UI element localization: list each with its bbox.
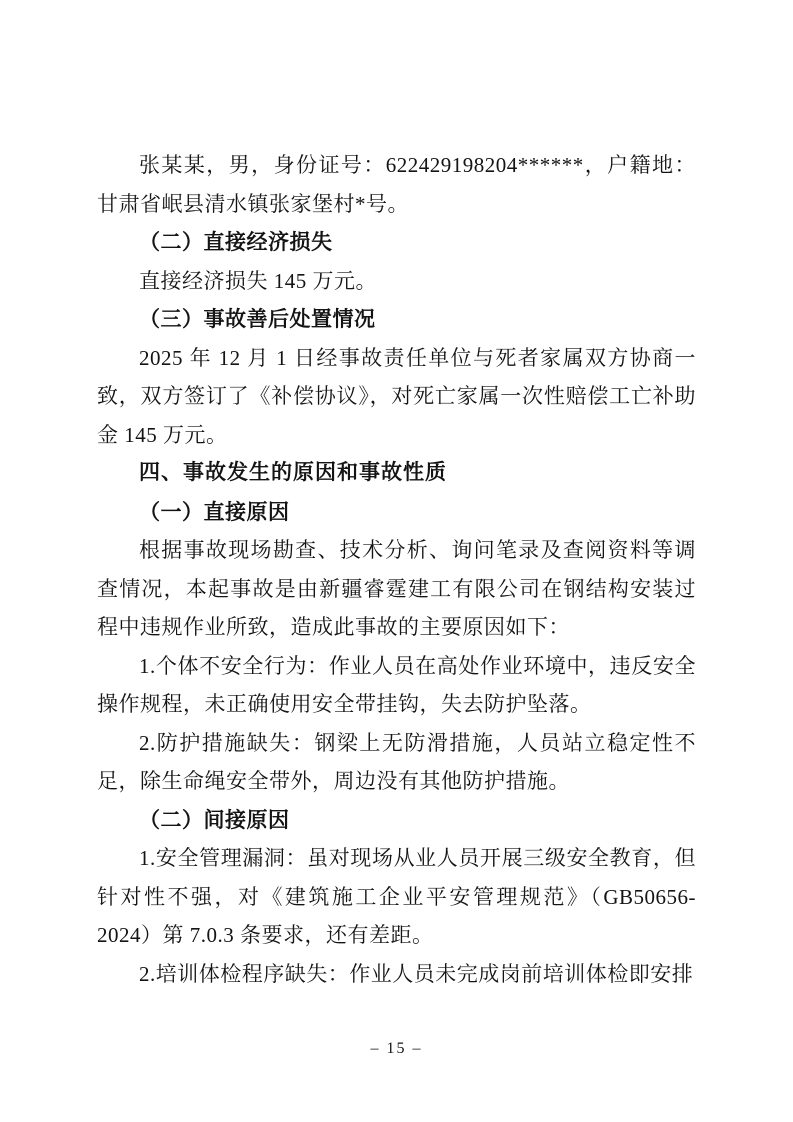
paragraph-training-gap: 2.培训体检程序缺失：作业人员未完成岗前培训体检即安排 bbox=[139, 961, 694, 986]
document-body bbox=[97, 146, 696, 993]
paragraph-management-gap: 1.安全管理漏洞：虽对现场从业人员开展三级安全教育，但针对性不强，对《建筑施工企业平安管理规范》（GB50656-2024）第 7.0.3 条要求，还有差距。 bbox=[97, 846, 696, 947]
paragraph-unsafe-behavior: 1.个体不安全行为：作业人员在高处作业环境中，违反安全操作规程，未正确使用安全带挂钩，失去防护坠落。 bbox=[97, 653, 696, 716]
paragraph-economic-loss: 直接经济损失 145 万元。 bbox=[139, 268, 377, 293]
chapter-heading-causes: 四、事故发生的原因和事故性质 bbox=[139, 461, 447, 484]
page-number: – 15 – bbox=[370, 1040, 423, 1057]
section-heading-economic-loss: （二）直接经济损失 bbox=[139, 230, 333, 254]
paragraph-victim-info: 张某某，男，身份证号：622429198204******，户籍地：甘肃省岷县清水镇张家堡村*号。 bbox=[97, 153, 696, 216]
paragraph-missing-protection: 2.防护措施缺失：钢梁上无防滑措施，人员站立稳定性不足，除生命绳安全带外，周边没有其他防护措施。 bbox=[97, 730, 696, 793]
section-heading-indirect-cause: （二）间接原因 bbox=[139, 807, 290, 832]
section-heading-aftermath: （三）事故善后处置情况 bbox=[139, 307, 376, 331]
section-heading-direct-cause: （一）直接原因 bbox=[139, 499, 290, 524]
paragraph-aftermath: 2025 年 12 月 1 日经事故责任单位与死者家属双方协商一致，双方签订了《补偿协议》，对死亡家属一次性赔偿工亡补助金 145 万元。 bbox=[97, 345, 696, 447]
paragraph-investigation: 根据事故现场勘查、技术分析、询问笔录及查阅资料等调查情况，本起事故是由新疆睿霆建工有限公司在钢结构安装过程中违规作业所致，造成此事故的主要原因如下： bbox=[97, 538, 696, 639]
page-footer bbox=[0, 1040, 793, 1058]
